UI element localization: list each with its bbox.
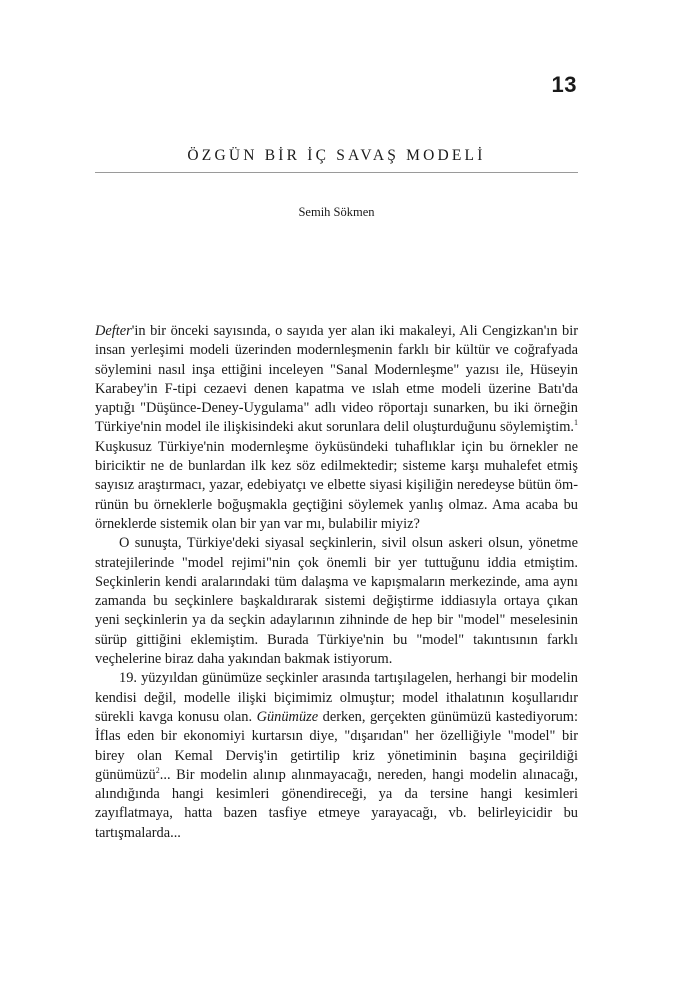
footnote-ref-1[interactable]: 1 xyxy=(574,418,578,428)
author-name: Semih Sökmen xyxy=(298,205,375,219)
paragraph-1-text: 'in bir önceki sayısında, o sayıda yer alan iki makaleyi, Ali Cengizkan'ın bir insan yerleşimi modeli üzerinden modernleşmenin farklı bir kültür ve coğrafyada söylemini nasıl inşa ettiğini inceleyen "Sanal Modernleşme" yazısı ile, Hüseyin Karabey'in F-tipi cezaevi denen kapatma ve ıslah etme modeli üzerine Batı'da yaptığı "Düşünce-Deney-Uygulama" adlı video röportajı sunarken, bu iki örneğin Türkiye'nin model ile ilişkisindeki akut sorunlara delil oluşturduğunu söylemiştim. xyxy=(95,323,578,436)
journal-name: Defter xyxy=(95,323,132,339)
paragraph-2: O sunuşta, Türkiye'deki siyasal seçkinlerin, sivil olsun askeri olsun, yönetme stratejilerinde "model rejimi"nin çok önemli bir yer tuttuğunu iddia etmiştim. Seçkinlerin kendi aralarındaki tüm dalaşma ve kapışmaların merkezinde, ama aynı zamanda bu seçkinlere başkaldırarak sistemi değiştirme iddiasıyla ortaya çıkan yeni seçkinlerin ya da seçkin adaylarının zihninde de hep bir "model" meselesinin sürüp gittiğini eklemiştim. Burada Türkiye'nin bu "model" takıntısının farklı veçhelerine biraz daha yakından bakmak istiyorum. xyxy=(95,535,578,668)
chapter-title: ÖZGÜN BİR İÇ SAVAŞ MODELİ xyxy=(187,147,486,164)
paragraph-3-text-continued: ... Bir modelin alınıp alınmayacağı, nereden, hangi modelin alınacağı, alındığında hangi kesimleri gönendireceği, ya da tersine hangi kesimleri zayıflatmaya, hatta bazen tasfiye etmeye yarayacağı, vb. belirleyicidir bu tartışmalarda... xyxy=(95,766,578,841)
article-body xyxy=(95,322,578,843)
paragraph-1 xyxy=(95,322,578,534)
paragraph-3 xyxy=(95,669,578,843)
paragraph-3-emphasis: Günümüze xyxy=(256,708,319,725)
paragraph-3-text-middle: derken, gerçekten günümüzü kastediyorum: İflas eden bir ekonomiyi kurtarsın diye, "dışarıdan" her özelliğiyle "model" bir birey olan Kemal Derviş'in getirtilip kriz yönetiminin başına geçirildiği günümüzü xyxy=(95,708,578,783)
paragraph-3-text: 19. yüzyıldan günümüze seçkinler arasında tartışılagelen, herhangi bir modelin kendisi değil, modelle ilişki biçimimiz olmuştur; model ithalatının koşullarıdır sürekli kavga konusu olan. xyxy=(95,670,578,725)
footnote-ref-2[interactable]: 2 xyxy=(155,766,160,776)
title-divider xyxy=(95,172,578,173)
paragraph-1-text-continued: Kuşkusuz Türkiye'nin modernleşme öyküsündeki tuhaflıklar için bu örnekler ne biriciktir ne de bunlardan ilk kez söz edilmektedir; sisteme karşı muhalefet etmiş sayısız araştırmacı, yazar, edebiyatçı ve elbette siyasi kişiliğin neredeyse bütün ömrünün bu örneklerle boğuşmakla geçtiğini söylemek yanlış olmaz. Ama acaba bu örneklerde sistemik olan bir yan var mı, bulabilir miyiz? xyxy=(95,438,578,532)
page-number: 13 xyxy=(551,72,577,97)
